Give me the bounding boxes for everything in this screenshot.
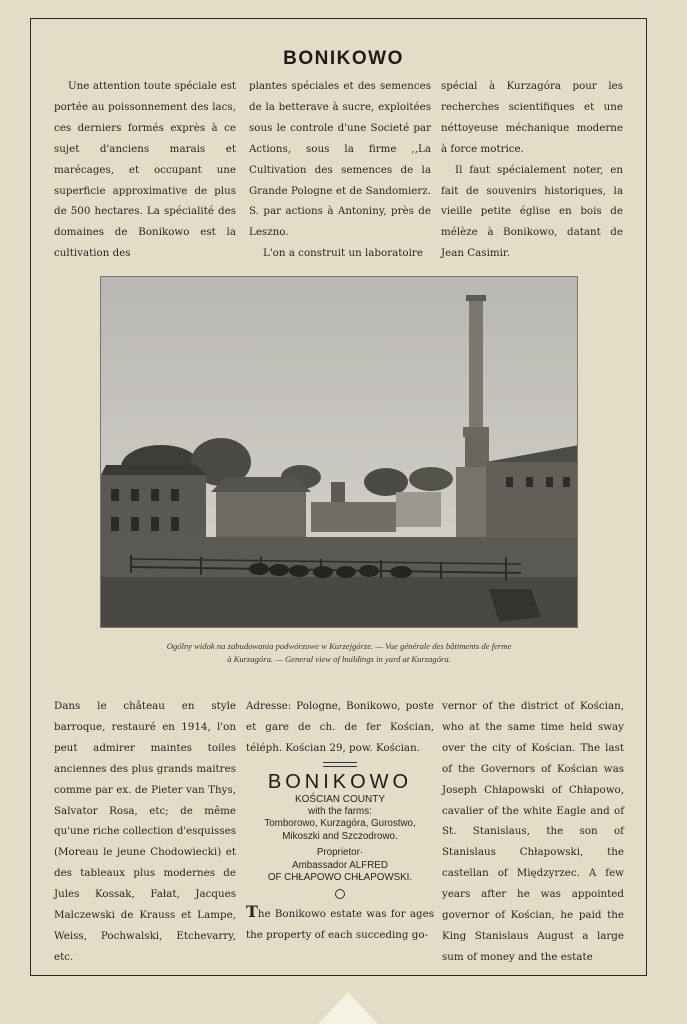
paragraph: L'on a construit un laboratoire — [263, 247, 423, 260]
caption-line: à Kurzagóra. — General view of buildings in yard at Kurzagóra. — [227, 654, 451, 664]
divider-rule — [323, 762, 357, 767]
page-title: BONIKOWO — [283, 48, 404, 69]
bottom-column-1 — [54, 696, 236, 968]
estate-name: BONIKOWO — [267, 770, 413, 793]
top-column-3 — [441, 76, 623, 264]
estate-text: he Bonikowo estate was for ages the property of each succeding go- — [246, 907, 434, 941]
proprietor-line: OF CHŁAPOWO CHŁAPOWSKI. — [267, 872, 413, 884]
torn-paper-edge — [318, 992, 378, 1024]
paragraph: spécial à Kurzagóra pour les recherches scientifiques et une néttoyeuse méchanique moderne à force motrice. — [441, 80, 623, 155]
paragraph: Il faut spécialement noter, en fait de souvenirs historiques, la vieille petite église en bois de mélèze à Bonikowo, datant de Jean Casimir. — [441, 163, 623, 260]
top-column-1 — [54, 76, 236, 264]
address-text: Adresse: Pologne, Bonikowo, poste et gare de ch. de fer Kościan, téléph. Kościan 29, pow. Kościan. — [246, 700, 434, 754]
top-column-2 — [249, 76, 431, 264]
paragraph: vernor of the district of Kościan, who at the same time held sway over the city of Kościan. The last of the Governors of Kościan was Joseph Chłapowski of Chłapowo, cavalier of the white Eagle and of St. Stanislaus, the son of Stanislaus Chłapowski, the castellan of Międzyrzec. A few years after he was appointed governor of Kościan, he paid the King Stanislaus August a large sum of money and the estate — [442, 700, 624, 963]
farms-list: Tomborowo, Kurzagóra, Gurostwo, Mikoszki and Szczodrowo. — [264, 818, 416, 842]
caption-line: Ogólny widok na zabudowania podwórzowe w Kurzejgórze. — Vue générale des bâtiments de ferme — [166, 641, 512, 651]
drop-cap: T — [246, 901, 258, 921]
paragraph: Une attention toute spéciale est portée au poissonnement des lacs, ces derniers formés exprès à ce sujet d'anciens marais et marécages, et occupant une superficie approximative de plus de 500 hectares. La spécialité des domaines de Bonikowo est la cultivation des — [54, 80, 236, 260]
farm-buildings-photo — [100, 276, 578, 628]
bottom-column-3 — [442, 696, 624, 968]
proprietor-line: Ambassador ALFRED — [292, 859, 388, 871]
paragraph: Dans le château en style barroque, restauré en 1914, l'on peut admirer maintes toiles anciennes des plus grands maitres comme par ex. de Pieter van Thys, Salvator Rosa, etc; de même qu'une riche collection d'esquisses (Moreau le jeune Chodowiecki) et des tableaux plus modernes de Jules Kossak, Fałat, Jacques Malczewski de Krauss et Lampe, Weiss, Pochwalski, Etchevarry, etc. — [54, 700, 236, 963]
proprietor-label: Proprietor· — [316, 847, 364, 859]
farms-label: with the farms: — [308, 805, 372, 817]
bottom-column-2 — [246, 696, 434, 946]
photo-caption — [100, 640, 578, 666]
paragraph: plantes spéciales et des semences de la betterave à sucre, exploitées sous le controle d'une Societé par Actions, sous la firme ,,La Cultivation des semences de la Grande Pologne et de Sandomierz. S. par actions à Antoniny, près de Leszno. — [249, 80, 431, 239]
ring-ornament — [335, 889, 345, 899]
county-label: KOŚCIAN COUNTY — [294, 793, 385, 805]
estate-paragraph — [246, 902, 434, 946]
